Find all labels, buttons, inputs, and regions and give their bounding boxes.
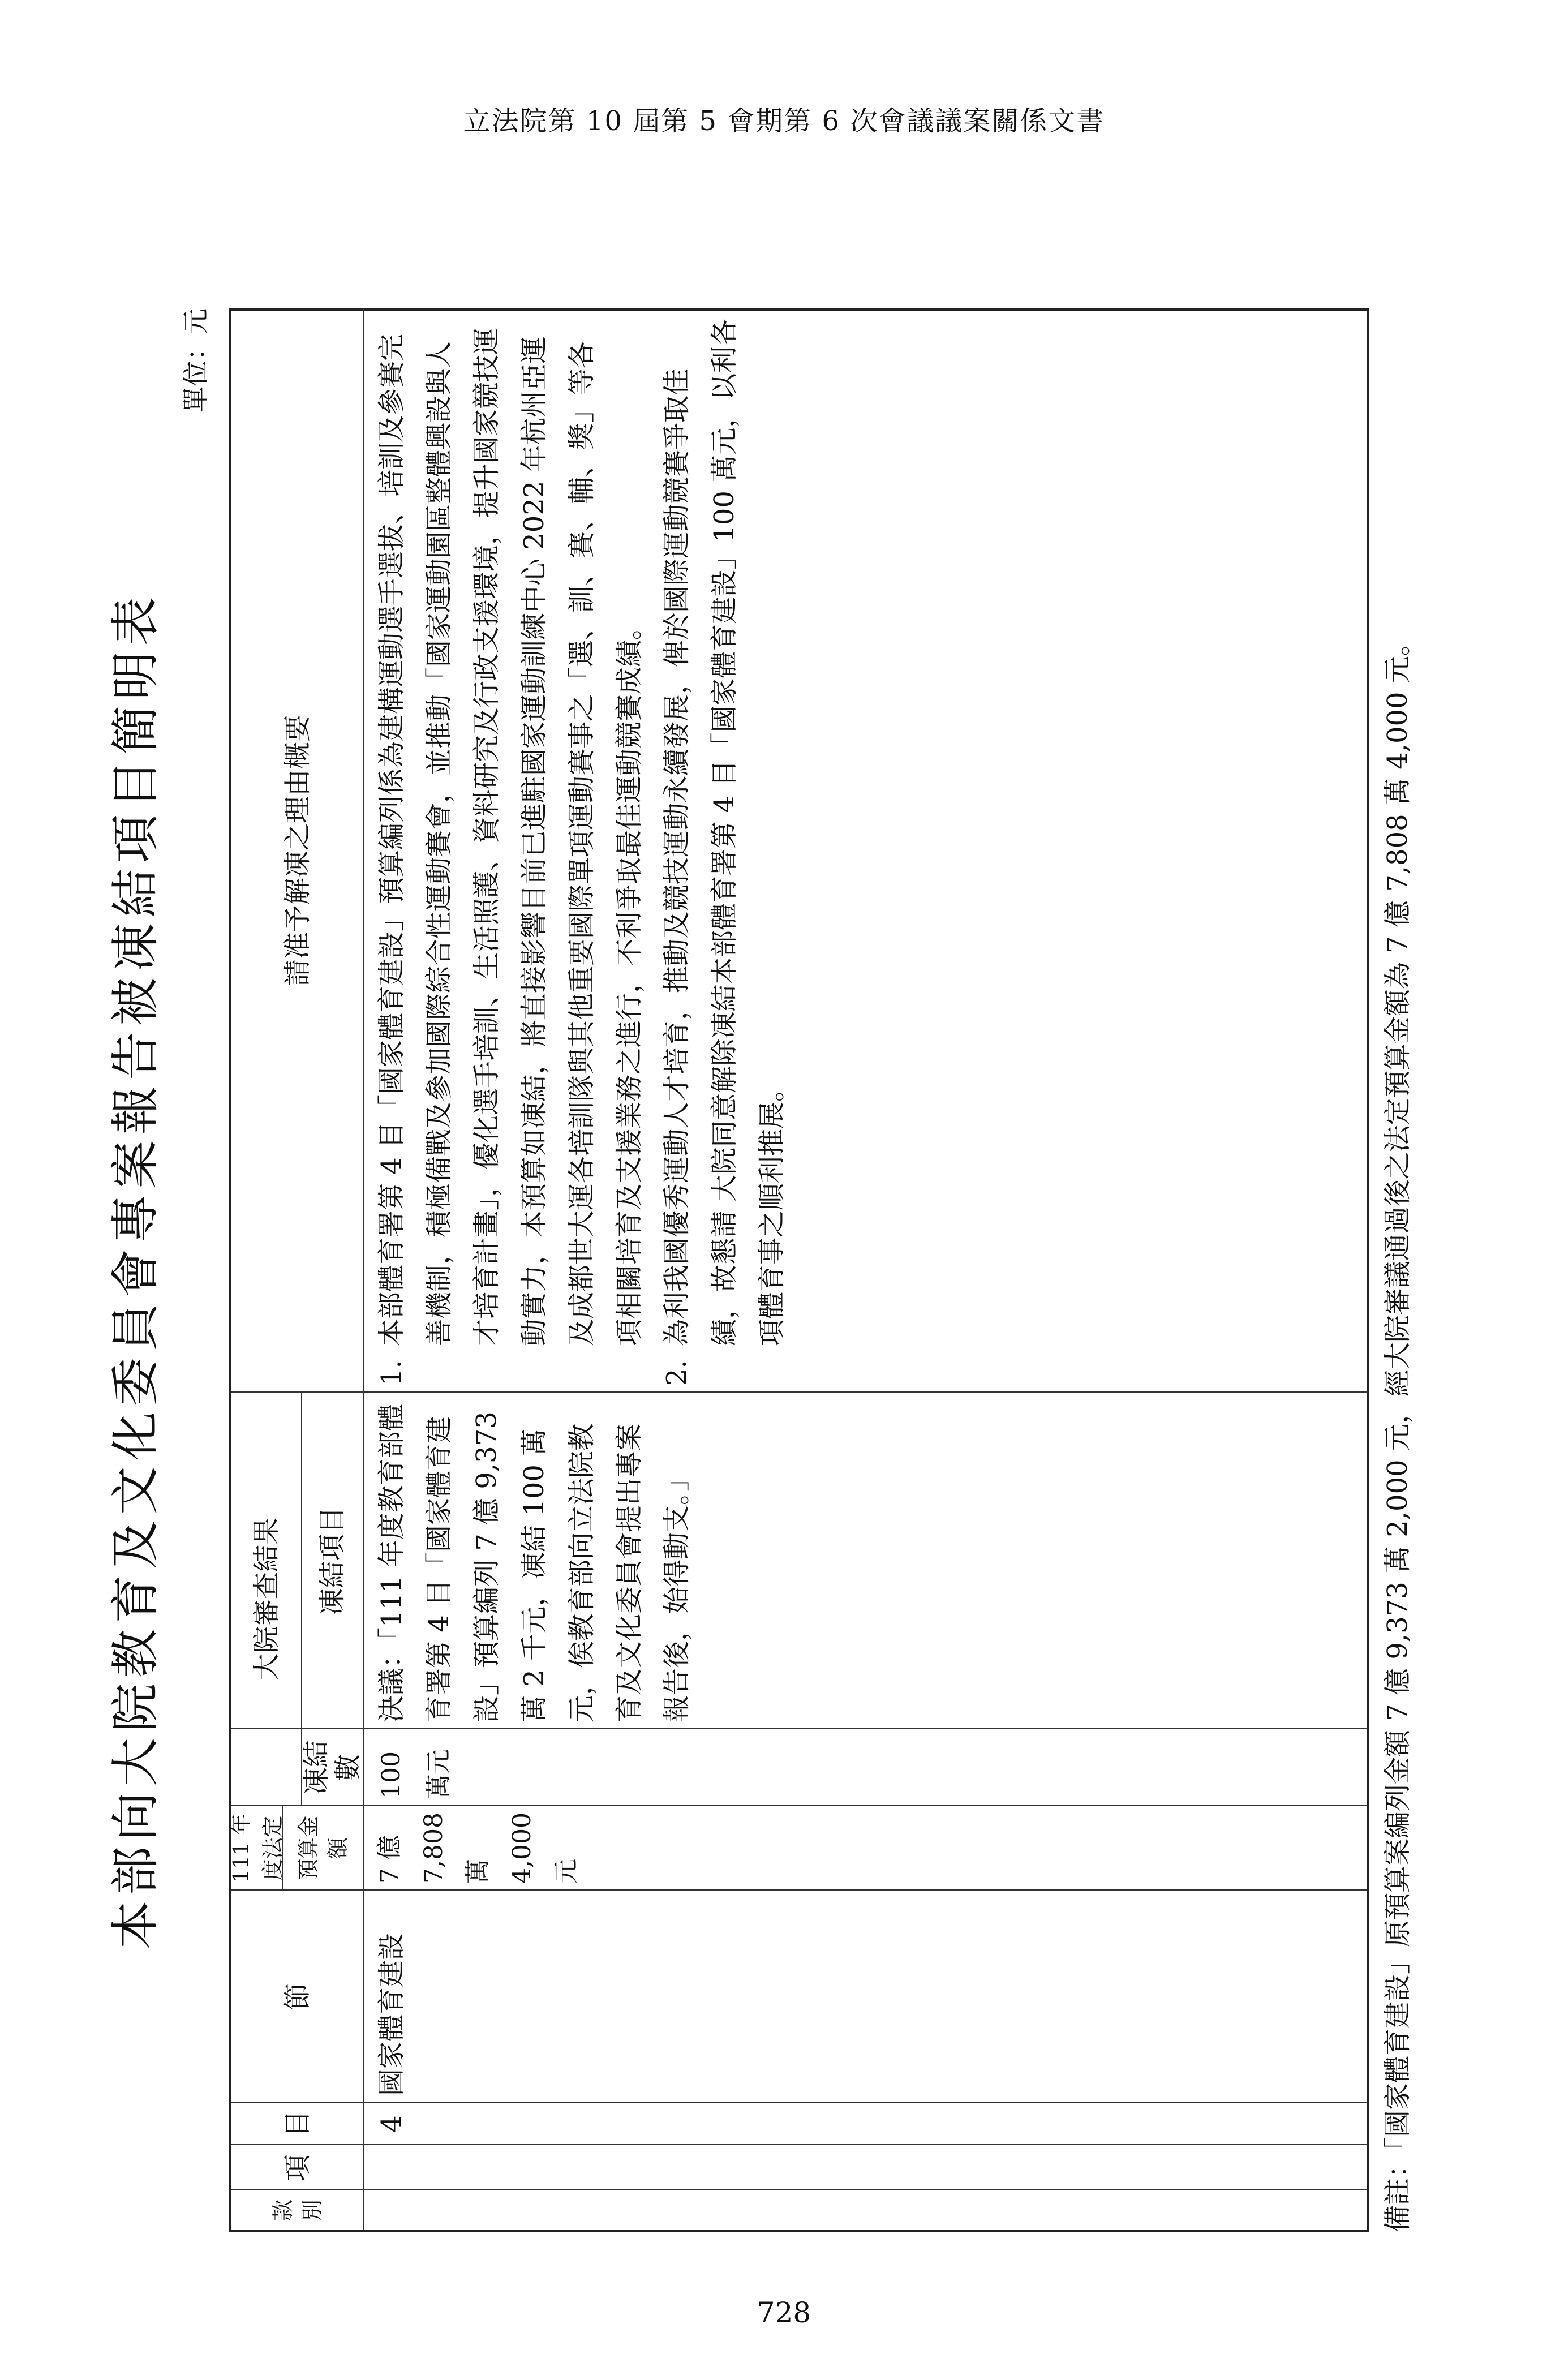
header-review-group: 大院審查結果 [250,1518,282,1681]
cell-xiang [364,2145,371,2190]
document-title: 本部向大院教育及文化委員會專案報告被凍結項目簡明表 [108,591,164,1949]
header-budget-group: 111 年度法定 [229,1813,285,1883]
header-mu: 目 [281,2110,313,2138]
cell-frozen-item: 決議：「111 年度教育部體育署第 4 目「國家體育建設」預算編列 7 億 9,373 萬 2 千元，凍結 100 萬元，俟教育部向立法院教育及文化委員會提出專案報告後，始得動支。」 [376,1404,693,1722]
cell-kuan [364,2190,371,2230]
header-kuan: 款 別 [270,2200,325,2222]
frozen-items-table [229,308,1369,2232]
header-frozen-item: 凍結項目 [316,1506,348,1616]
unit-label: 單位：元 [181,308,211,413]
header-jie: 節 [281,1983,313,2011]
header-budget-amount: 預算金額 [295,1816,350,1881]
rotated-table-page [96,308,1426,2232]
page-number: 728 [757,2296,811,2329]
running-header: 立法院第 10 屆第 5 會期第 6 次會議議案關係文書 [463,105,1105,137]
reason-item: 2. 為利我國優秀運動人才培育，推動及競技運動永續發展，俾於國際運動競賽爭取佳績，故懇請 大院同意解除凍結本部體育署第 4 目「國家體育建設」100 萬元，以利各項體育事之順利推展。 [661,319,788,1386]
cell-work-plan: 國家體育建設 [376,1932,407,2096]
footnote: 備註：「國家體育建設」原預算案編列金額 7 億 9,373 萬 2,000 元，經大院審議通過後之法定預算金額為 7 億 7,808 萬 4,000 元。 [1382,629,1414,2232]
header-frozen-amount: 凍結數 [300,1740,364,1795]
cell-budget-amount: 7 億 7,808 萬 4,000 元 [375,1812,581,1884]
cell-mu: 4 [376,2115,407,2133]
reason-item: 1. 本部體育署第 4 目「國家體育建設」預算編列係為建構運動選手選拔、培訓及參賽完善機制，積極備戰及參加國際綜合性運動賽會，並推動「國家運動園區整體興設與人才培育計畫」，優化選手培訓、生活照護、資料研究及行政支援環境，提升國家競技運動實力，本預算如凍結，將直接影響目前已進駐國家運動訓練中心 2022 年杭州亞運及成都世大運各培訓隊與其他重要國際單項運動賽事之「選、訓、賽、輔、獎」等各項相關培育及支援業務之進行，不利爭取最佳運動競賽成績。 [376,327,645,1386]
header-xiang: 項 [281,2154,313,2182]
cell-frozen-amount: 100 萬元 [377,1749,453,1799]
cell-reasons [364,308,799,1393]
header-reason: 請准予解凍之理由概要 [281,715,313,987]
